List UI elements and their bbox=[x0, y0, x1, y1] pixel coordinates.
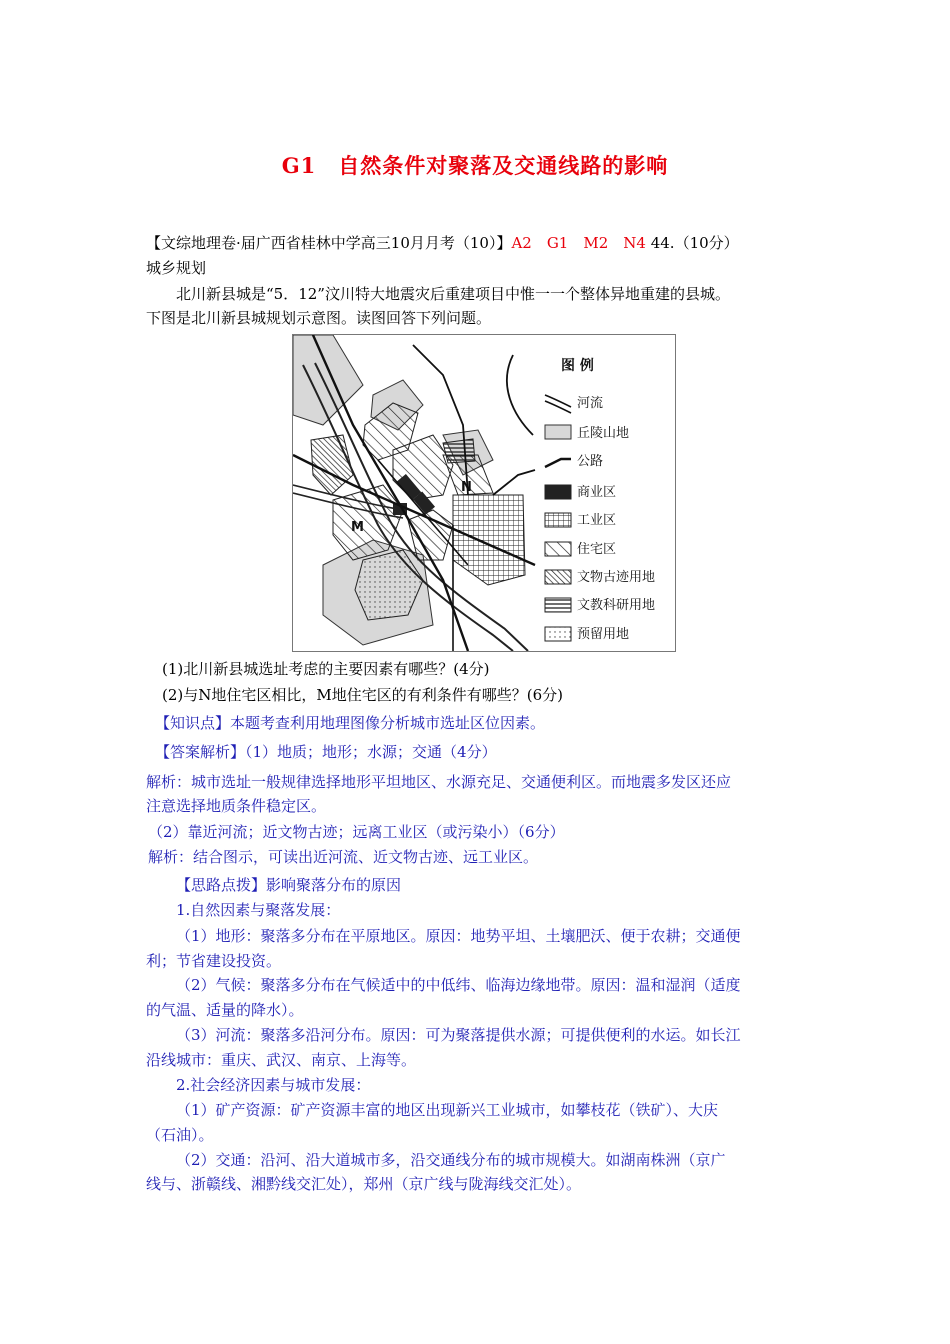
tips-terrain-1: （1）地形：聚落多分布在平原地区。原因：地势平坦、土壤肥沃、便于农耕；交通便 bbox=[176, 927, 741, 945]
tips-mineral-2: （石油）。 bbox=[146, 1126, 214, 1144]
legend-commercial bbox=[545, 484, 616, 500]
reserve-icon bbox=[545, 627, 571, 641]
tips-tag: 【思路点拨】 bbox=[176, 876, 267, 894]
question-header bbox=[146, 232, 739, 254]
question-number: 44.（10分） bbox=[650, 234, 739, 252]
legend-label: 文物古迹用地 bbox=[577, 570, 656, 585]
legend-heritage bbox=[545, 569, 655, 585]
answer-2: （2）靠近河流；近文物古迹；远离工业区（或污染小）（6分） bbox=[148, 823, 565, 841]
legend-hill bbox=[545, 425, 629, 441]
knowledge-point bbox=[155, 712, 545, 734]
heritage-icon bbox=[545, 570, 571, 584]
tips-terrain-2: 利；节省建设投资。 bbox=[146, 952, 282, 970]
question-1: (1)北川新县城选址考虑的主要因素有哪些？(4分) bbox=[162, 660, 490, 678]
topic-label: 城乡规划 bbox=[146, 259, 207, 277]
legend-label: 文教科研用地 bbox=[577, 598, 656, 613]
tips-river-1: （3）河流：聚落多沿河分布。原因：可为聚落提供水源；可提供便利的水运。如长江 bbox=[176, 1026, 741, 1044]
tips-transport-1: （2）交通：沿河、沿大道城市多，沿交通线分布的城市规模大。如湖南株洲（京广 bbox=[176, 1151, 726, 1169]
map-label-n: N bbox=[461, 480, 472, 495]
tips-transport-2: 线与、浙赣线、湘黔线交汇处），郑州（京广线与陇海线交汇处）。 bbox=[146, 1175, 582, 1193]
knowledge-tag: 【知识点】 bbox=[155, 714, 231, 732]
legend-label: 丘陵山地 bbox=[577, 426, 630, 441]
tips-section-1: 1.自然因素与聚落发展： bbox=[176, 901, 341, 919]
intro-line-2: 下图是北川新县城规划示意图。读图回答下列问题。 bbox=[146, 309, 492, 327]
explanation-2: 解析：结合图示，可读出近河流、近文物古迹、远工业区。 bbox=[148, 848, 539, 866]
education-icon bbox=[545, 598, 571, 612]
tips-river-2: 沿线城市：重庆、武汉、南京、上海等。 bbox=[146, 1051, 417, 1069]
residential-icon bbox=[545, 542, 571, 556]
commercial-icon bbox=[545, 485, 571, 499]
page-title: G1 自然条件对聚落及交通线路的影响 bbox=[281, 153, 669, 178]
legend-label: 商业区 bbox=[577, 485, 617, 500]
answer-1: （1）地质；地形；水源；交通（4分） bbox=[245, 743, 497, 761]
legend-title: 图 例 bbox=[561, 358, 594, 374]
tips-section-2: 2.社会经济因素与城市发展： bbox=[176, 1076, 371, 1094]
explanation-1-line-2: 注意选择地质条件稳定区。 bbox=[146, 797, 327, 815]
legend-education bbox=[545, 597, 655, 613]
map-label-m: M bbox=[351, 520, 364, 535]
source-label: 【文综地理卷·届广西省桂林中学高三10月月考（10）】 bbox=[146, 234, 512, 252]
legend-residential bbox=[545, 542, 616, 557]
tips-climate-2: 的气温、适量的降水）。 bbox=[146, 1001, 304, 1019]
question-2: (2)与N地住宅区相比，M地住宅区的有利条件有哪些？(6分) bbox=[162, 686, 563, 704]
knowledge-text: 本题考查利用地理图像分析城市选址区位因素。 bbox=[230, 714, 546, 732]
planning-map bbox=[292, 334, 676, 652]
legend-reserve bbox=[545, 626, 629, 642]
legend-label: 工业区 bbox=[577, 513, 617, 528]
answer-tag: 【答案解析】 bbox=[155, 743, 246, 761]
legend-label: 公路 bbox=[577, 454, 604, 469]
intro-line-1: 北川新县城是“5．12”汶川特大地震灾后重建项目中惟一一个整体异地重建的县城。 bbox=[176, 285, 730, 303]
explanation-1-line-1: 解析：城市选址一般规律选择地形平坦地区、水源充足、交通便利区。而地震多发区还应 bbox=[146, 773, 732, 791]
tips-mineral-1: （1）矿产资源：矿产资源丰富的地区出现新兴工业城市，如攀枝花（铁矿）、大庆 bbox=[176, 1101, 719, 1119]
river-icon bbox=[545, 395, 571, 413]
answer-line-1 bbox=[155, 741, 497, 763]
hill-icon bbox=[545, 425, 571, 439]
road-icon bbox=[545, 459, 571, 467]
tips-heading bbox=[176, 874, 401, 896]
industrial-icon bbox=[545, 513, 571, 527]
legend-label: 住宅区 bbox=[577, 542, 617, 557]
legend-road bbox=[545, 454, 603, 469]
tips-title: 影响聚落分布的原因 bbox=[266, 876, 402, 894]
knowledge-codes: A2 G1 M2 N4 bbox=[511, 234, 646, 252]
legend-industrial bbox=[545, 513, 616, 528]
tips-climate-1: （2）气候：聚落多分布在气候适中的中低纬、临海边缘地带。原因：温和湿润（适度 bbox=[176, 976, 741, 994]
legend-label: 河流 bbox=[577, 396, 604, 411]
legend-label: 预留用地 bbox=[577, 627, 630, 642]
legend-river bbox=[545, 395, 603, 413]
